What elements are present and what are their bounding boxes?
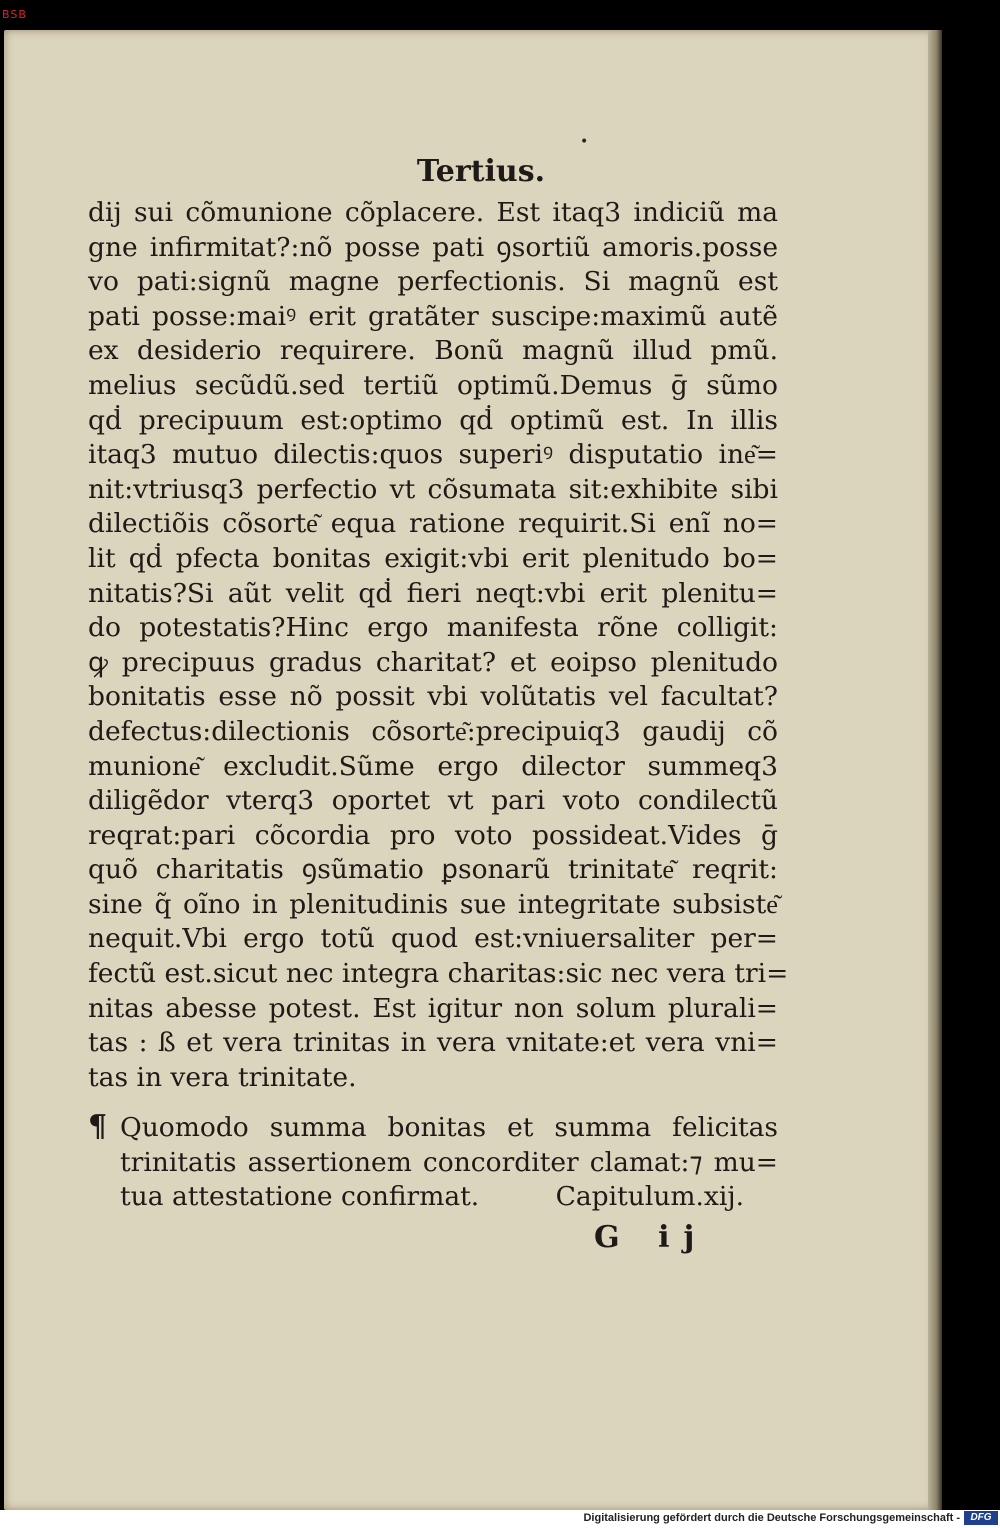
text-line: tas in vera trinitate. xyxy=(88,1061,357,1093)
rubric-line-3 xyxy=(88,1180,778,1215)
chapter-rubric xyxy=(88,1110,778,1215)
text-line: dij sui cõmunione cõplacere. Est itaq3 indiciũ ma xyxy=(88,197,778,228)
page-gutter xyxy=(928,30,942,1510)
text-line: nequit.Vbi ergo totũ quod est:vniuersaliter per= xyxy=(88,923,778,955)
text-line: dilectiõis cõsorte͂ equa ratione requirit.Si enĩ no= xyxy=(88,508,778,540)
text-line: gne infirmitat?:nõ posse pati ꝯsortiũ amoris.posse xyxy=(88,231,778,263)
text-line: quõ charitatis ꝯsũmatio ꝑsonarũ trinitate͂ reqrit: xyxy=(88,854,778,886)
text-line: qḋ precipuum est:optimo qḋ optimũ est. In illis xyxy=(88,404,778,436)
library-mark: BSB xyxy=(2,8,27,21)
text-line: nitatis?Si aũt velit qḋ fieri neqt:vbi erit plenitu= xyxy=(88,577,778,609)
rubric-line-2: trinitatis assertionem concorditer clamat:⁊ mu= xyxy=(120,1146,778,1178)
rubric-text-3: tua attestatione confirmat. xyxy=(120,1181,480,1213)
chapter-number: Capitulum.xij. xyxy=(555,1181,744,1213)
funding-text: Digitalisierung gefördert durch die Deutsche Forschungsgemeinschaft - xyxy=(583,1512,960,1524)
text-line: ꝙ precipuus gradus charitat? et eoipso plenitudo xyxy=(88,646,778,678)
text-line: melius secũdũ.sed tertiũ optimũ.Demus ḡ sũmo xyxy=(88,369,778,401)
text-line: reqrat:pari cõcordia pro voto possideat.Vides ḡ xyxy=(88,819,778,851)
text-line: itaq3 mutuo dilectis:quos superiꝰ disputatio ine͂= xyxy=(88,439,778,471)
text-line: bonitatis esse nõ possit vbi volũtatis vel facultat? xyxy=(88,681,778,713)
rubric-text-1: Quomodo summa bonitas et summa felicitas xyxy=(120,1112,778,1143)
text-line: lit qḋ pfecta bonitas exigit:vbi erit plenitudo bo= xyxy=(88,542,778,574)
text-line: nitas abesse potest. Est igitur non solum plurali= xyxy=(88,992,778,1024)
funding-footer xyxy=(0,1510,1000,1528)
dfg-logo: DFG xyxy=(964,1511,998,1525)
text-line: nit:vtriusq3 perfectio vt cõsumata sit:exhibite sibi xyxy=(88,473,778,505)
book-page xyxy=(4,30,940,1510)
text-line: ex desiderio requirere. Bonũ magnũ illud pmũ. xyxy=(88,335,778,367)
text-line: fectũ est.sicut nec integra charitas:sic nec vera tri= xyxy=(88,958,789,990)
body-text xyxy=(88,196,789,1095)
text-line: do potestatis?Hinc ergo manifesta rõne colligit: xyxy=(88,612,778,644)
text-line: diligẽdor vterq3 oportet vt pari voto condilectũ xyxy=(88,785,778,817)
text-line: defectus:dilectionis cõsorte͂:precipuiq3 gaudij cõ xyxy=(88,715,778,747)
text-line: tas : ß et vera trinitas in vera vnitate:et vera vni= xyxy=(88,1027,778,1059)
rubric-line-1 xyxy=(88,1110,778,1146)
text-line: vo pati:signũ magne perfectionis. Si magnũ est xyxy=(88,266,778,298)
text-line: munione͂ excludit.Sũme ergo dilector summeq3 xyxy=(88,750,778,782)
signature-mark: G ij xyxy=(594,1220,709,1255)
text-line: pati posse:maiꝰ erit gratãter suscipe:maximũ autẽ xyxy=(88,300,778,332)
margin-mark: • xyxy=(580,134,589,150)
text-line: sine q̃ oĩno in plenitudinis sue integritate subsiste͂ xyxy=(88,888,778,920)
pilcrow-mark: ¶ xyxy=(88,1109,108,1144)
running-head: Tertius. xyxy=(416,154,546,189)
